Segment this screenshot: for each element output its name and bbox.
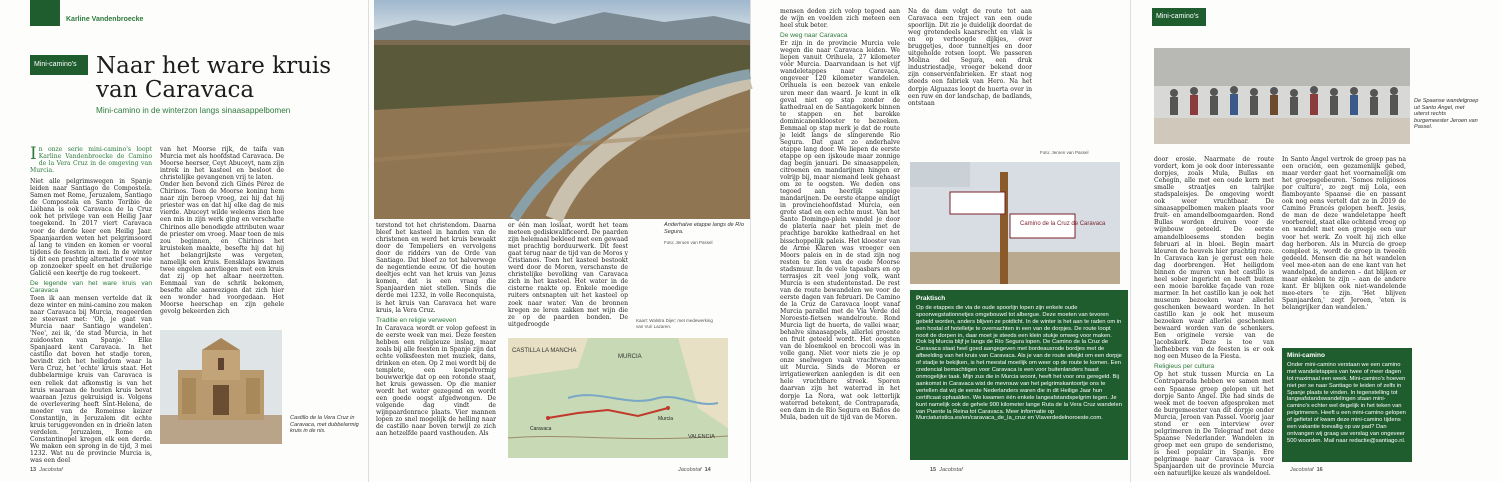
body-paragraph: Toen ik aan mensen vertelde dat ik deze winter en mini-camino zou maken naar Caravaca bij Murcia, reageerden ze steevast met: 'Oh, je gaat van Murcia naar Santiago wandelen'. 'Nee', zei ik, 'de stad Murcia, in het zuidoosten van Spanje.' Elke Spanjaard kent Caravaca. In het castillo dat boven het stadje toren, bevindt zich het heiligdom waar la Vera Cruz, het 'echte' kruis staat. Het dubbelarmige kruis van Caravaca is een reliek dat afkomstig is van het kruis waaraan de houten kruis bevat waaraan Jezus gekruisigd is. Volgens de overlevering heeft Sint-Helena, de moeder van de Romeinse keizer Constantijn, in Jeruzalem dit echte kruis teruggevonden en in drieën laten verdelen. Jeruzalem, Rome en Constantinopel kregen elk een derde. We maken een sprong in de tijd, 3 mei 1232. Wat nu de provincie Murcia is, was een deel (30, 294, 152, 465)
map-label-murcia-region: MURCIA (618, 354, 642, 360)
page-footer (1290, 467, 1323, 473)
map-label-castilla: CASTILLA LA MANCHA (512, 348, 577, 354)
intro-text: n onze serie mini-camino's loopt Karline Vandenbroecke de Camino de la Vera Cruz in de omgeving van Murcia. (30, 146, 152, 175)
page-number: 15 (930, 467, 937, 473)
body-paragraph: Er zijn in de provincie Murcia vele wegen die naar Caravaca leiden. We liepen vanuit Orihuela, 27 kilometer vóór Murcia. Daarvandaan is het vijf wandeletappes naar Caravaca, ongeveer 120 kilometer wandelen. Orihuela is een bezoek van enkele uren meer dan waard. Je kunt in elk geval niet op stap zonder de kathedraal en de Santiagokerk binnen te stappen en het barokke dominicanenklooster te bezoeken. Eenmaal op stap merk je dat de route je leidt langs de slingerende Río Segura. Dat gaat zo anderhalve etappe lang door. We liepen de eerste etappe op een ijskoude maar zonnige dag begin januari. De sinaasappelen, citroenen en mandarijnen hingen er volrijp bij, maar niemand leek gehaast om ze te oogsten. We deden ons tegoed aan heerlijk sappige mandarijnen. De eerste etappe eindigt in provinciehoofdstad Murcia, een grote stad en een echte must. Van het Santo Domingo-plein wandel je door de platería naar het plein met de prachtige barokke kathedraal en het bisschoppelijk paleis. Het klooster van de Arme Klaren was vroeger een Moors paleis en in de stad zijn nog resten te zien van de oude Moorse stadsmuur. In de vele tapasbars en op terrasjes zit veel jong volk, want Murcia is een studentenstad. De rest van de route bewandelen we voor de eerste dagen van februari. De Camino de la Cruz de Caravaca loopt vanaf Murcia parallel met de Vía Verde del Noroeste-fietsen wandelroute. Rond Murcia ligt de huerta, de vallei waar, behalve sinaasappels, allerlei groente en fruit geteeld wordt. Het oogsten van de bloemkool en broccoli was in volle gang. Niet voor niets zie je op onze snelwegen vaak vrachtwagens uit Murcia. Sinds de Moren er irrigatiewerken aanlegden is dit een hele vruchtbare streek. Sporen daarvan zijn het waterrad in het dorpje La Ñora, wat ook letterlijk waterrad betekent, de Contraparada, een dam in de Río Segura en Baños de Mula, baden uit de tijd van de Moren. (780, 40, 900, 421)
body-paragraph: Onder hen bevond zich Ginés Pérez de Chirinos. Toen de Moorse koning hem naar zijn beroep vroeg, zei hij dat hij priester was en dat hij elke dag de mis vierde. Abuceyt wilde weleens zien hoe een mis in zijn werk ging en verschafte Chirinos alle benodigde attributen waar de priester om vroeg. Maar toen de mis zou beginnen, en Chirinos het kruisteken maakte, besefte hij dat hij het belangrijkste was vergeten, namelijk een kruis. Eensklaps kwamen twee engelen aanvliegen met een kruis dat zij op het altaar neerzetten. Eenmaal van de schrik bekomen, besefte alle aanwezigen dat zich hier een wonder had voorgedaan. Het Moorse heerschap en zijn gehele gevolg bekeerden zich (160, 181, 284, 316)
page-divider (1130, 0, 1131, 482)
group-caption: De Spaanse wandelgroep uit Santo Ángel, met uiterst rechts burgemeester Jeroen van Passel. (1414, 98, 1479, 131)
sign-text: Camino de la Cruz de Caravaca (1020, 221, 1106, 227)
center-gutter (750, 0, 751, 482)
page-divider (368, 0, 369, 482)
top-green-tab (30, 0, 60, 26)
title-line-1: Naar het ware kruis (96, 53, 332, 79)
camino-sign-photo (910, 162, 1120, 284)
castle-caption: Castillo de la Vera Cruz in Caravaca, met dubbelarmig kruis in de nis. (290, 415, 359, 435)
route-map (508, 338, 728, 458)
body-paragraph: mensen deden zich volop tegoed aan de wijn en voelden zich meteen een heel stuk beter. (780, 8, 900, 30)
magazine-name: Jacobstaf (1290, 467, 1314, 473)
body-paragraph: van het Moorse rijk, de taifa van Murcia met als hoofdstad Caravaca. De Moorse heerser, Ceyt Abuceyt, nam zijn intrek in het kasteel en besloot de christelijke gevangenen vrij te laten. (160, 146, 284, 182)
map-label-caravaca: Caravaca (530, 426, 552, 432)
section-tab: Mini-camino's (1152, 8, 1206, 26)
map-label-valencia: VALENCIA (688, 434, 715, 440)
subheading: Religieus per cultura (1154, 363, 1215, 371)
title-line-2: van Caravaca (96, 77, 255, 103)
box-title: Praktisch (916, 295, 946, 302)
box-title: Mini-camino (1287, 352, 1325, 359)
drop-cap: I (30, 144, 37, 164)
magazine-name: Jacobstaf (39, 467, 63, 473)
body-paragraph: terstond tot het christendom. Daarna bleef het kasteel in handen van de christenen en werd het kruis bewaakt door de Tempeliers en vervolgens door de ridders van de Orde van Santiago. Dat bleef zo tot halverwege de negentiende eeuw. Of die houten deeltjes echt van het kruis van Jezus komen, dat is een vraag die Spanjaarden niet stellen. Sinds die derde mei 1232, in volle Reconquista, is het kruis van Caravaca het ware kruis, la Vera Cruz. (376, 222, 496, 314)
page15-column-2 (908, 8, 1032, 158)
body-paragraph: Op het stuk tussen Murcia en La Contraparada hebben we samen met een Spaanse groep gelopen uit het dorpje Santo Ángel. Die had sinds de week met de toeven afgesproken met de burgemeester van dit dorpje onder Murcia, Jeroen van Passel. Voorig jaar stond er een interview over pelgrimeren in De Telegraaf met deze Spaanse Nederlander. Wandelen in groep met een grupo de senderismo, is heel populair in Spanje. Ere pelgrimage naar Caravaca is voor Spanjaarden uit de provincie Murcia een natuurlijke keuze als wandeldoel. (1154, 371, 1274, 478)
page-footer (30, 467, 63, 473)
section-tab: Mini-camino's (30, 55, 88, 75)
page-number: 13 (30, 467, 37, 473)
map-label-murcia-city: Murcia (658, 416, 674, 422)
author-name: Karline Vandenbroecke (66, 16, 144, 23)
mini-camino-box (1282, 348, 1412, 462)
page15-column-1 (780, 8, 900, 462)
page13-column-2 (160, 146, 284, 326)
castle-photo (160, 330, 282, 444)
magazine-name: Jacobstaf (678, 467, 702, 473)
body-paragraph: Niet alle pelgrimswegen in Spanje leiden naar Santiago de Compostela. Samen met Rome, Jeruzalem, Santiago de Compostela en Santo Toribio de Liébana is ook Caravaca de la Cruz ook het privilege van een Heilig Jaar toegekend. In 2017 viert Caravaca voor de derde keer een Heilig Jaar. Spaanjaarden weten het pelgrimsoord al lang te vinden en komen er vooral tijdens de feesten in mei. In de winter is dit een prachtig alternatief voor wie op zonzoeker speelt en het druilerige Galicië een keertje de rug toekeert. (30, 178, 152, 277)
body-paragraph: In Santo Ángel vertrok de groep pas na een oración, een gezamenlijk gebed, maar verder gaat het voornamelijk om het groepsgebeuren. 'Somos religiosos por cultura', zo zegt mij Lola, een flamboyante Spaanse die en passant ook nog eens vertelt dat ze in 2019 de Camino Francés gelopen heeft. Jesús, de man de deze wandeletappe heeft voorbereid, staat elke ochtend vroeg op en wandelt met een groepje een uur voor het werk. Zo voelt hij zich elke dag herboren. Als in Murcia de groep compleet is, wordt de groep in tweeën gedeeld. Mensen die na het wandelen veel mee-eten aan de ene kant van het wandelpad, de anderen – dat blijken er maar enkelen te zijn – aan de andere kant. Er blijken ook niet-wandelende mee-eters te zijn. 'Het blijven Spanjaarden,' zegt Jeroen, 'eten is belangrijker dan wandelen.' (1282, 156, 1406, 311)
body-paragraph: door erosie. Naarmate de route vordert, kom je ook door interessante dorpjes, zoals Mula, Bullas en Cehegín, alle met een oude kern met smalle straatjes en talrijke stadspaleisjes. De omgeving wordt ook weer vruchtbaar. De sinaasappelbomen maken plaats voor fruit- en amandelboomgaarden. Rond Bullas worden druiven voor de wijnbouw geteeld. De eerste amandelbloesems stonden begin februari al in bloei. Begin maart kleuren de heuvels hier prachtig roze. In Caravaca kan je gerust een hele dag doorbrengen. Het heiligdom binnen de muren van het castillo is heel sober ingericht en heeft buiten een mooie barokke façade van roze marmer. In het castillo kan je ook het museum bezoeken waar allerlei geschenken bewaard worden. In het castillo kan je ook het museum bezoeken waar allerlei geschenken bewaard worden van de schenkers. Een originele versie van de Jacobskerk. Deze is toe van liefhebbers van de feesten is er ook nog een Museo de la Fiesta. (1154, 156, 1274, 361)
group-photo (1154, 48, 1410, 144)
subheading: De weg naar Caravaca (780, 32, 848, 40)
page-footer (930, 467, 963, 473)
page16-column-1 (1154, 156, 1274, 478)
page-number: 16 (1316, 467, 1323, 473)
body-paragraph: er één man loslaat, wordt het team meteen gediskwalificeerd. De paarden zijn helemaal bekleed met een gewaad met prachtig borduurwerk. Dit feest gaat terug naar de tijd van de Moros y Cristianos. Toen het kasteel bestookt werd door de Moren, verschanste de christelijke bevolking van Caravaca zich in het kasteel. Het water in de cisterne raakte op. Enkele moedige ruiters ontsnapten uit het kasteel op zoek naar water. Van de bronnen kregen ze leren zakken met wijn die ze op de paarden bonden. De uitgedroogde (508, 222, 628, 328)
map-credit: Kaart: Walstra Dijer; met medewerking van Vuri Lazaren. (636, 318, 713, 329)
subheading: Traditie en religie verweven (376, 316, 457, 324)
praktisch-box (910, 290, 1128, 460)
page14-column-2 (508, 222, 628, 334)
photo-credit: Foto: Jeroen van Passel (1040, 150, 1089, 155)
page14-column-1 (376, 222, 496, 462)
subtitle: Mini-camino in de winterzon langs sinaasappelbomen (96, 106, 291, 115)
body-paragraph: In Caravaca wordt er volop gefeest in de eerste week van mei. Deze feesten hebben een religieuze inslag, maar zoals bij alle feesten in Spanje zijn dat echte volksfeesten met muziek, dans, drinken en eten. Op 2 mei wordt bij de templete, een koepelvormig bouwwerkje dat op een rotonde staat, het kruis gewassen. Op die manier wordt het water gezegend en wordt een goede oogst afgedwongen. De volgende dag vindt de wijnpaardenrace plaats. Vier mannen lopen zo snel mogelijk de helling naar de castillo naar boven terwijl ze zich aan hetzelfde paard vasthouden. Als (376, 324, 496, 438)
box-text: Onder mini-camino verstaan we een camino met wandeletappes van twee of meer dagen tot maximaal een week. Mini-camino's hoeven niet per se naar Santiago te leiden of zelfs in Spanje plaats te vinden. In tegenstelling tot langeafstandswandelingen staan mini-camino's echter wel degelijk in het teken van pelgrimeren. Heeft u een mini-camino gelopen of gefietst of kwam deze mini-camino tijdens een vakantie toevallig op uw pad? Dan ontvangen wij graag uw verslag van ongeveer 500 woorden. Mail naar redactie@santiago.nl. (1287, 361, 1406, 444)
box-text: Op de etappes die via de oude spoorlijn lopen zijn enkele oude spoorwegstationnetjes omgebouwd tot albergue. Deze moeten van tevoren gebeld worden, anders blijven ze potdicht. In de winter is het aan te raden om in een hostal of hotelletje te overnachten in een van de dorpjes. De route loopt nooit de dorpen in, daar moet je steeds een klein stukje omweg voor maken. Ook bij Murcia blijf je langs de Río Segura lopen. De Camino de la Cruz de Caravaca staat heel goed aangegeven met bordeauxrode bordjes met de afbeelding van het kruis van Caravaca. Als je van de route afwijkt om een dorpje of stadje te bekijken, is het meestal moeilijk om weer op de route te komen. Een credencial bemachtigen voor Caravaca is een voor buitenlanders haast onmogelijke taak. Mijn zus die in Murcia woont, heeft het voor ons geregeld. Bij aankomst in Caravaca wist de mevrouw van het pelgrimskantoortje ons te vertellen dat wij de eerste Nederlanders waren die in dit Heilige Jaar hun certificaat ophaalden. We kwamen één enkele langeafstandspelgrim tegen. Je kunt namelijk ook de gehele 900 kilometer lange Ruta de la Vera Cruz wandelen van Puente la Reina tot Caravaca. Meer informatie op Murciaturistica.es/en/caravaca_de_la_cruz en Viaverdedelnoroeste.com. (916, 304, 1122, 422)
page-title (96, 54, 331, 102)
page16-column-2 (1282, 156, 1406, 346)
body-paragraph: Na de dam volgt de route tot aan Caravaca een traject van een oude spoorlijn. Dit zie je duidelijk doordat de weg grotendeels kaarsrecht en vlak is en op verhoogde dijkjes, over bruggetjes, door tunneltjes en door uitgeholde rotsen loopt. We passeren Molina del Segura, een druk industriestadje, vroeger bekend door zijn conservenfabrieken. Er staat nog steeds een fabriek van Hero. Na het dorpje Alguazas loopt de huerta over in een ruw en dor landschap, de badlands, ontstaan (908, 8, 1032, 107)
river-caption: Anderhalve etappe langs de Río Segura. (664, 222, 744, 235)
page-number: 14 (704, 467, 711, 473)
magazine-name: Jacobstaf (939, 467, 963, 473)
subheading: De legende van het ware kruis van Caravaca (30, 279, 152, 294)
page-footer (678, 467, 711, 473)
photo-credit: Foto: Jeroen van Passel (664, 240, 713, 245)
river-landscape-photo (374, 0, 750, 219)
page13-column-1 (30, 144, 152, 465)
